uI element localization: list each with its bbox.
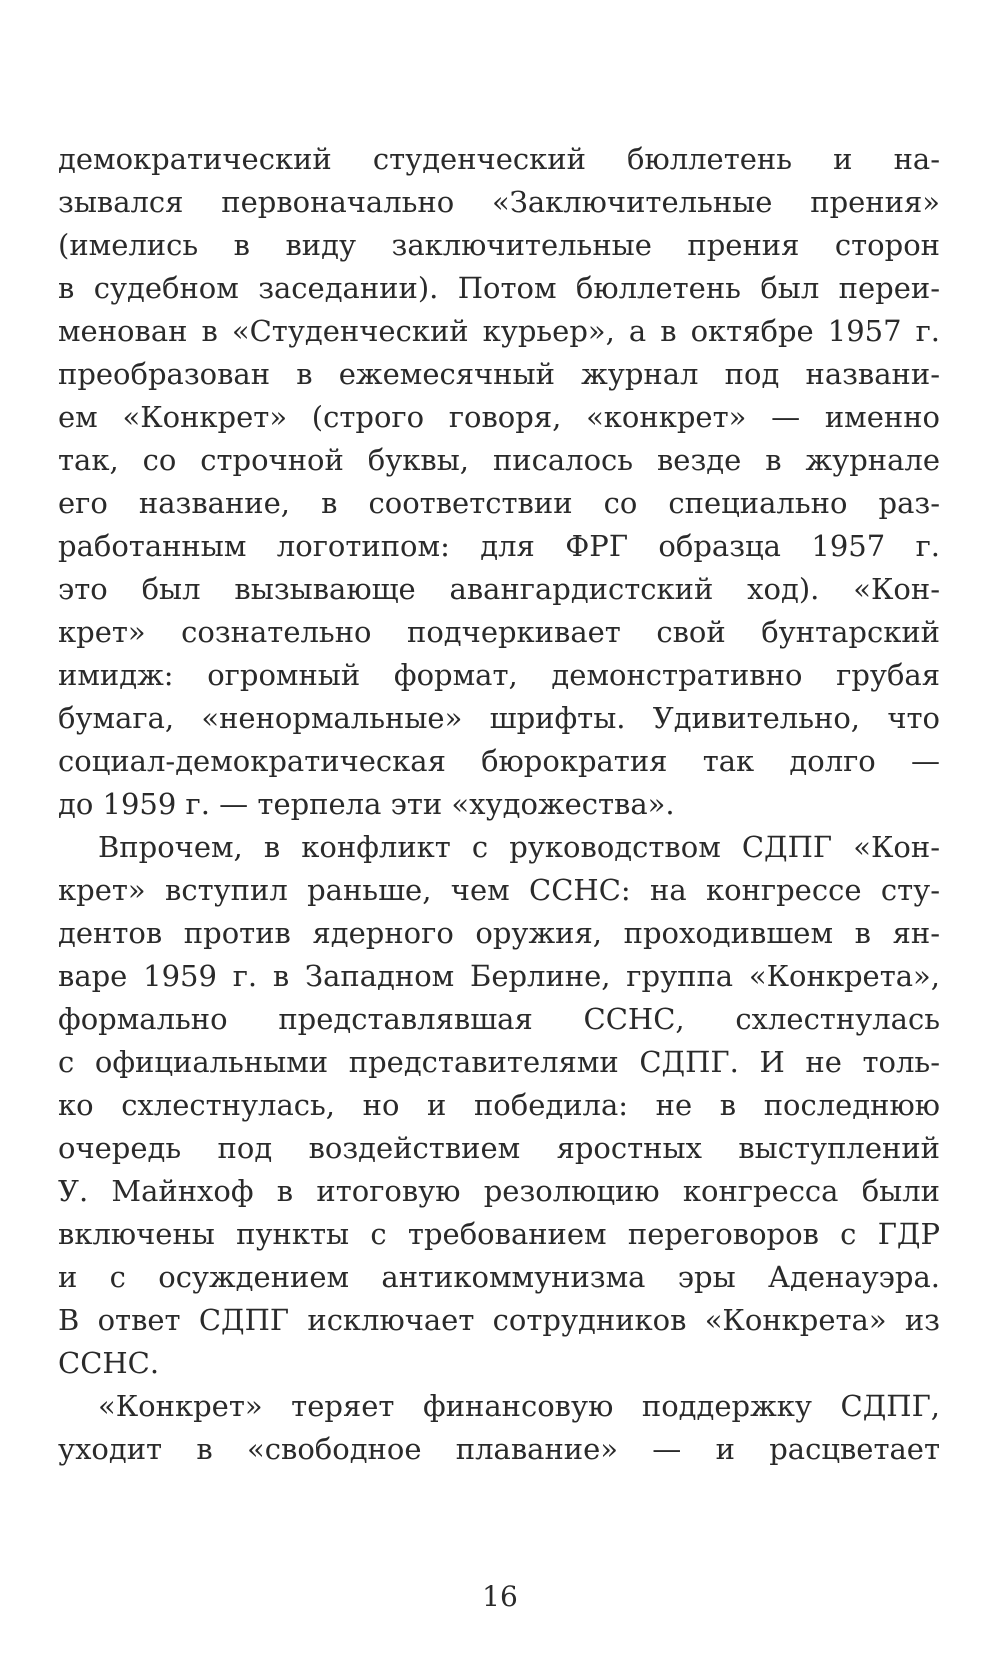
text-line: с официальными представителями СДПГ. И не толь- <box>58 1045 940 1079</box>
text-line: У. Майнхоф в итоговую резолюцию конгресса были <box>58 1174 940 1208</box>
text-line: дентов против ядерного оружия, проходившем в ян- <box>58 916 940 950</box>
text-line: до 1959 г. — терпела эти «художества». <box>58 787 675 821</box>
text-line: крет» вступил раньше, чем ССНС: на конгрессе сту- <box>58 873 940 907</box>
text-line: Впрочем, в конфликт с руководством СДПГ «Кон- <box>98 830 940 864</box>
text-line: «Конкрет» теряет финансовую поддержку СДПГ, <box>98 1389 940 1423</box>
text-line: (имелись в виду заключительные прения сторон <box>58 228 940 262</box>
text-line: крет» сознательно подчеркивает свой бунтарский <box>58 615 940 649</box>
text-line: уходит в «свободное плавание» — и расцветает <box>58 1432 940 1466</box>
text-line: в судебном заседании). Потом бюллетень был переи- <box>58 271 940 305</box>
text-line: очередь под воздействием яростных выступлений <box>58 1131 940 1165</box>
text-line: формально представлявшая ССНС, схлестнулась <box>58 1002 940 1036</box>
body-text <box>58 138 940 1471</box>
text-line: преобразован в ежемесячный журнал под названи- <box>58 357 940 391</box>
text-line: ко схлестнулась, но и победила: не в последнюю <box>58 1088 940 1122</box>
text-line: и с осуждением антикоммунизма эры Аденауэра. <box>58 1260 940 1294</box>
page-number: 16 <box>482 1580 518 1613</box>
text-line: имидж: огромный формат, демонстративно грубая <box>58 658 940 692</box>
text-line: ем «Конкрет» (строго говоря, «конкрет» — именно <box>58 400 940 434</box>
text-line: демократический студенческий бюллетень и на- <box>58 142 940 176</box>
text-line: варе 1959 г. в Западном Берлине, группа «Конкрета», <box>58 959 940 993</box>
text-line: В ответ СДПГ исключает сотрудников «Конкрета» из <box>58 1303 940 1337</box>
text-line: бумага, «ненормальные» шрифты. Удивительно, что <box>58 701 940 735</box>
text-line: ССНС. <box>58 1346 160 1380</box>
text-line: социал-демократическая бюрократия так долго — <box>58 744 940 778</box>
text-line: включены пункты с требованием переговоров с ГДР <box>58 1217 940 1251</box>
text-line: зывался первоначально «Заключительные прения» <box>58 185 940 219</box>
text-line: это был вызывающе авангардистский ход). «Кон- <box>58 572 940 606</box>
text-line: работанным логотипом: для ФРГ образца 1957 г. <box>58 529 940 563</box>
text-line: его название, в соответствии со специально раз- <box>58 486 940 520</box>
text-line: менован в «Студенческий курьер», а в октябре 1957 г. <box>58 314 940 348</box>
text-line: так, со строчной буквы, писалось везде в журнале <box>58 443 940 477</box>
